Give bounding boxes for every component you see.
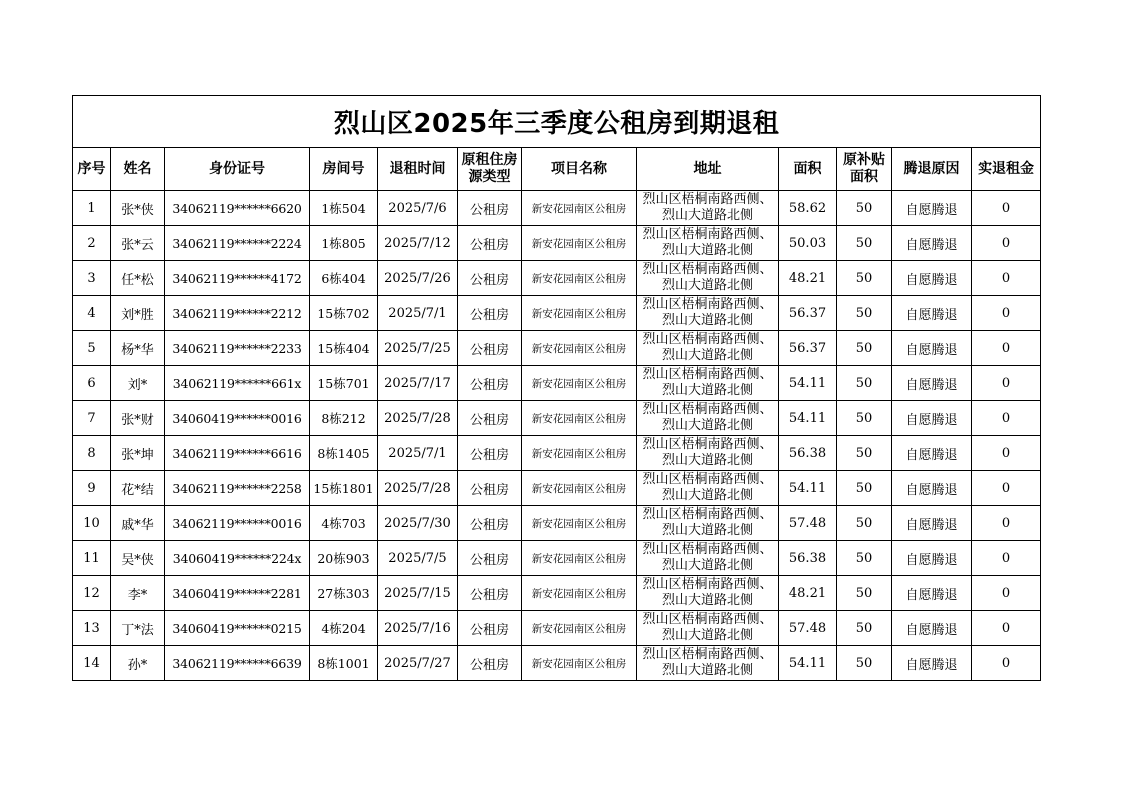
cell-address: 烈山区梧桐南路西侧、烈山大道路北侧 xyxy=(637,296,779,331)
cell-name: 张*坤 xyxy=(111,436,165,471)
cell-project: 新安花园南区公租房 xyxy=(522,401,637,436)
document-sheet xyxy=(72,95,1040,681)
header-id-card: 身份证号 xyxy=(165,148,310,191)
cell-subsidy-area: 50 xyxy=(837,296,892,331)
cell-exit-date: 2025/7/15 xyxy=(378,576,458,611)
cell-subsidy-area: 50 xyxy=(837,401,892,436)
cell-housing-type: 公租房 xyxy=(458,296,522,331)
cell-refund: 0 xyxy=(972,436,1041,471)
cell-area: 54.11 xyxy=(779,646,837,681)
cell-name: 刘*胜 xyxy=(111,296,165,331)
table-row xyxy=(73,611,1041,646)
cell-subsidy-area: 50 xyxy=(837,576,892,611)
cell-housing-type: 公租房 xyxy=(458,506,522,541)
cell-reason: 自愿腾退 xyxy=(892,646,972,681)
cell-name: 孙* xyxy=(111,646,165,681)
cell-exit-date: 2025/7/1 xyxy=(378,436,458,471)
header-housing-type: 原租住房源类型 xyxy=(458,148,522,191)
cell-seq: 12 xyxy=(73,576,111,611)
cell-name: 戚*华 xyxy=(111,506,165,541)
cell-area: 54.11 xyxy=(779,366,837,401)
cell-refund: 0 xyxy=(972,541,1041,576)
cell-project: 新安花园南区公租房 xyxy=(522,436,637,471)
cell-refund: 0 xyxy=(972,401,1041,436)
cell-housing-type: 公租房 xyxy=(458,191,522,226)
cell-subsidy-area: 50 xyxy=(837,366,892,401)
header-room: 房间号 xyxy=(310,148,378,191)
cell-area: 56.37 xyxy=(779,296,837,331)
cell-exit-date: 2025/7/12 xyxy=(378,226,458,261)
cell-area: 57.48 xyxy=(779,506,837,541)
cell-address: 烈山区梧桐南路西侧、烈山大道路北侧 xyxy=(637,331,779,366)
cell-reason: 自愿腾退 xyxy=(892,436,972,471)
cell-project: 新安花园南区公租房 xyxy=(522,296,637,331)
cell-address: 烈山区梧桐南路西侧、烈山大道路北侧 xyxy=(637,261,779,296)
cell-exit-date: 2025/7/25 xyxy=(378,331,458,366)
header-project: 项目名称 xyxy=(522,148,637,191)
table-row xyxy=(73,436,1041,471)
cell-seq: 5 xyxy=(73,331,111,366)
cell-subsidy-area: 50 xyxy=(837,506,892,541)
cell-area: 58.62 xyxy=(779,191,837,226)
cell-project: 新安花园南区公租房 xyxy=(522,611,637,646)
table-row xyxy=(73,331,1041,366)
cell-reason: 自愿腾退 xyxy=(892,331,972,366)
cell-subsidy-area: 50 xyxy=(837,226,892,261)
cell-project: 新安花园南区公租房 xyxy=(522,261,637,296)
cell-address: 烈山区梧桐南路西侧、烈山大道路北侧 xyxy=(637,576,779,611)
cell-reason: 自愿腾退 xyxy=(892,471,972,506)
cell-reason: 自愿腾退 xyxy=(892,366,972,401)
table-row xyxy=(73,401,1041,436)
cell-seq: 3 xyxy=(73,261,111,296)
cell-address: 烈山区梧桐南路西侧、烈山大道路北侧 xyxy=(637,436,779,471)
cell-refund: 0 xyxy=(972,646,1041,681)
header-subsidy-area: 原补贴面积 xyxy=(837,148,892,191)
cell-seq: 6 xyxy=(73,366,111,401)
cell-project: 新安花园南区公租房 xyxy=(522,541,637,576)
cell-id-card: 34062119******2233 xyxy=(165,331,310,366)
cell-refund: 0 xyxy=(972,261,1041,296)
cell-subsidy-area: 50 xyxy=(837,436,892,471)
cell-project: 新安花园南区公租房 xyxy=(522,191,637,226)
cell-room: 15栋404 xyxy=(310,331,378,366)
cell-address: 烈山区梧桐南路西侧、烈山大道路北侧 xyxy=(637,226,779,261)
cell-area: 56.38 xyxy=(779,541,837,576)
cell-name: 刘* xyxy=(111,366,165,401)
cell-room: 8栋1001 xyxy=(310,646,378,681)
cell-name: 任*松 xyxy=(111,261,165,296)
cell-project: 新安花园南区公租房 xyxy=(522,506,637,541)
table-row xyxy=(73,576,1041,611)
cell-room: 1栋504 xyxy=(310,191,378,226)
cell-housing-type: 公租房 xyxy=(458,646,522,681)
cell-address: 烈山区梧桐南路西侧、烈山大道路北侧 xyxy=(637,366,779,401)
cell-reason: 自愿腾退 xyxy=(892,576,972,611)
cell-refund: 0 xyxy=(972,296,1041,331)
cell-refund: 0 xyxy=(972,226,1041,261)
cell-project: 新安花园南区公租房 xyxy=(522,366,637,401)
cell-name: 杨*华 xyxy=(111,331,165,366)
cell-subsidy-area: 50 xyxy=(837,541,892,576)
cell-exit-date: 2025/7/28 xyxy=(378,401,458,436)
cell-refund: 0 xyxy=(972,611,1041,646)
header-seq: 序号 xyxy=(73,148,111,191)
cell-reason: 自愿腾退 xyxy=(892,296,972,331)
cell-project: 新安花园南区公租房 xyxy=(522,331,637,366)
cell-housing-type: 公租房 xyxy=(458,366,522,401)
cell-exit-date: 2025/7/26 xyxy=(378,261,458,296)
cell-project: 新安花园南区公租房 xyxy=(522,576,637,611)
cell-id-card: 34062119******2224 xyxy=(165,226,310,261)
cell-id-card: 34060419******0016 xyxy=(165,401,310,436)
header-refund: 实退租金 xyxy=(972,148,1041,191)
cell-room: 6栋404 xyxy=(310,261,378,296)
cell-name: 张*侠 xyxy=(111,191,165,226)
cell-room: 8栋212 xyxy=(310,401,378,436)
cell-room: 4栋703 xyxy=(310,506,378,541)
table-row xyxy=(73,471,1041,506)
cell-seq: 4 xyxy=(73,296,111,331)
cell-id-card: 34060419******224x xyxy=(165,541,310,576)
cell-room: 15栋1801 xyxy=(310,471,378,506)
cell-refund: 0 xyxy=(972,366,1041,401)
lease-exit-table xyxy=(72,95,1041,681)
cell-housing-type: 公租房 xyxy=(458,611,522,646)
cell-name: 李* xyxy=(111,576,165,611)
cell-project: 新安花园南区公租房 xyxy=(522,646,637,681)
cell-housing-type: 公租房 xyxy=(458,226,522,261)
cell-housing-type: 公租房 xyxy=(458,436,522,471)
cell-id-card: 34062119******6639 xyxy=(165,646,310,681)
cell-id-card: 34062119******6620 xyxy=(165,191,310,226)
cell-id-card: 34060419******2281 xyxy=(165,576,310,611)
cell-area: 48.21 xyxy=(779,576,837,611)
cell-id-card: 34062119******4172 xyxy=(165,261,310,296)
header-name: 姓名 xyxy=(111,148,165,191)
cell-area: 54.11 xyxy=(779,401,837,436)
header-row xyxy=(73,148,1041,191)
cell-housing-type: 公租房 xyxy=(458,576,522,611)
cell-address: 烈山区梧桐南路西侧、烈山大道路北侧 xyxy=(637,611,779,646)
cell-housing-type: 公租房 xyxy=(458,401,522,436)
table-row xyxy=(73,296,1041,331)
table-body xyxy=(73,191,1041,681)
cell-id-card: 34062119******0016 xyxy=(165,506,310,541)
cell-seq: 11 xyxy=(73,541,111,576)
cell-exit-date: 2025/7/17 xyxy=(378,366,458,401)
cell-reason: 自愿腾退 xyxy=(892,611,972,646)
cell-area: 57.48 xyxy=(779,611,837,646)
cell-address: 烈山区梧桐南路西侧、烈山大道路北侧 xyxy=(637,471,779,506)
cell-exit-date: 2025/7/27 xyxy=(378,646,458,681)
header-exit-date: 退租时间 xyxy=(378,148,458,191)
cell-name: 张*云 xyxy=(111,226,165,261)
table-row xyxy=(73,541,1041,576)
cell-seq: 13 xyxy=(73,611,111,646)
cell-seq: 7 xyxy=(73,401,111,436)
cell-area: 54.11 xyxy=(779,471,837,506)
header-address: 地址 xyxy=(637,148,779,191)
cell-room: 4栋204 xyxy=(310,611,378,646)
cell-refund: 0 xyxy=(972,471,1041,506)
cell-room: 15栋702 xyxy=(310,296,378,331)
cell-housing-type: 公租房 xyxy=(458,331,522,366)
cell-housing-type: 公租房 xyxy=(458,261,522,296)
cell-housing-type: 公租房 xyxy=(458,541,522,576)
cell-name: 花*结 xyxy=(111,471,165,506)
cell-housing-type: 公租房 xyxy=(458,471,522,506)
cell-subsidy-area: 50 xyxy=(837,646,892,681)
table-row xyxy=(73,261,1041,296)
cell-address: 烈山区梧桐南路西侧、烈山大道路北侧 xyxy=(637,401,779,436)
cell-room: 8栋1405 xyxy=(310,436,378,471)
cell-project: 新安花园南区公租房 xyxy=(522,471,637,506)
cell-exit-date: 2025/7/5 xyxy=(378,541,458,576)
table-row xyxy=(73,366,1041,401)
cell-exit-date: 2025/7/30 xyxy=(378,506,458,541)
cell-seq: 8 xyxy=(73,436,111,471)
cell-address: 烈山区梧桐南路西侧、烈山大道路北侧 xyxy=(637,191,779,226)
cell-refund: 0 xyxy=(972,506,1041,541)
cell-id-card: 34062119******6616 xyxy=(165,436,310,471)
cell-room: 20栋903 xyxy=(310,541,378,576)
cell-refund: 0 xyxy=(972,576,1041,611)
cell-id-card: 34062119******2212 xyxy=(165,296,310,331)
cell-name: 张*财 xyxy=(111,401,165,436)
cell-seq: 2 xyxy=(73,226,111,261)
cell-subsidy-area: 50 xyxy=(837,191,892,226)
cell-subsidy-area: 50 xyxy=(837,331,892,366)
cell-name: 吴*侠 xyxy=(111,541,165,576)
cell-refund: 0 xyxy=(972,331,1041,366)
cell-area: 48.21 xyxy=(779,261,837,296)
cell-room: 15栋701 xyxy=(310,366,378,401)
cell-subsidy-area: 50 xyxy=(837,611,892,646)
cell-reason: 自愿腾退 xyxy=(892,191,972,226)
cell-project: 新安花园南区公租房 xyxy=(522,226,637,261)
cell-exit-date: 2025/7/1 xyxy=(378,296,458,331)
cell-address: 烈山区梧桐南路西侧、烈山大道路北侧 xyxy=(637,506,779,541)
cell-exit-date: 2025/7/28 xyxy=(378,471,458,506)
cell-refund: 0 xyxy=(972,191,1041,226)
cell-area: 50.03 xyxy=(779,226,837,261)
table-row xyxy=(73,506,1041,541)
cell-subsidy-area: 50 xyxy=(837,471,892,506)
cell-address: 烈山区梧桐南路西侧、烈山大道路北侧 xyxy=(637,646,779,681)
cell-exit-date: 2025/7/6 xyxy=(378,191,458,226)
cell-reason: 自愿腾退 xyxy=(892,506,972,541)
cell-subsidy-area: 50 xyxy=(837,261,892,296)
document-title: 烈山区2025年三季度公租房到期退租 xyxy=(73,96,1041,148)
cell-seq: 9 xyxy=(73,471,111,506)
cell-seq: 10 xyxy=(73,506,111,541)
table-row xyxy=(73,191,1041,226)
header-area: 面积 xyxy=(779,148,837,191)
cell-room: 1栋805 xyxy=(310,226,378,261)
header-reason: 腾退原因 xyxy=(892,148,972,191)
table-row xyxy=(73,226,1041,261)
cell-area: 56.38 xyxy=(779,436,837,471)
cell-id-card: 34060419******0215 xyxy=(165,611,310,646)
cell-reason: 自愿腾退 xyxy=(892,226,972,261)
cell-exit-date: 2025/7/16 xyxy=(378,611,458,646)
table-row xyxy=(73,646,1041,681)
cell-reason: 自愿腾退 xyxy=(892,401,972,436)
cell-id-card: 34062119******2258 xyxy=(165,471,310,506)
cell-seq: 1 xyxy=(73,191,111,226)
cell-id-card: 34062119******661x xyxy=(165,366,310,401)
cell-area: 56.37 xyxy=(779,331,837,366)
cell-name: 丁*法 xyxy=(111,611,165,646)
cell-address: 烈山区梧桐南路西侧、烈山大道路北侧 xyxy=(637,541,779,576)
cell-reason: 自愿腾退 xyxy=(892,261,972,296)
cell-seq: 14 xyxy=(73,646,111,681)
cell-reason: 自愿腾退 xyxy=(892,541,972,576)
cell-room: 27栋303 xyxy=(310,576,378,611)
